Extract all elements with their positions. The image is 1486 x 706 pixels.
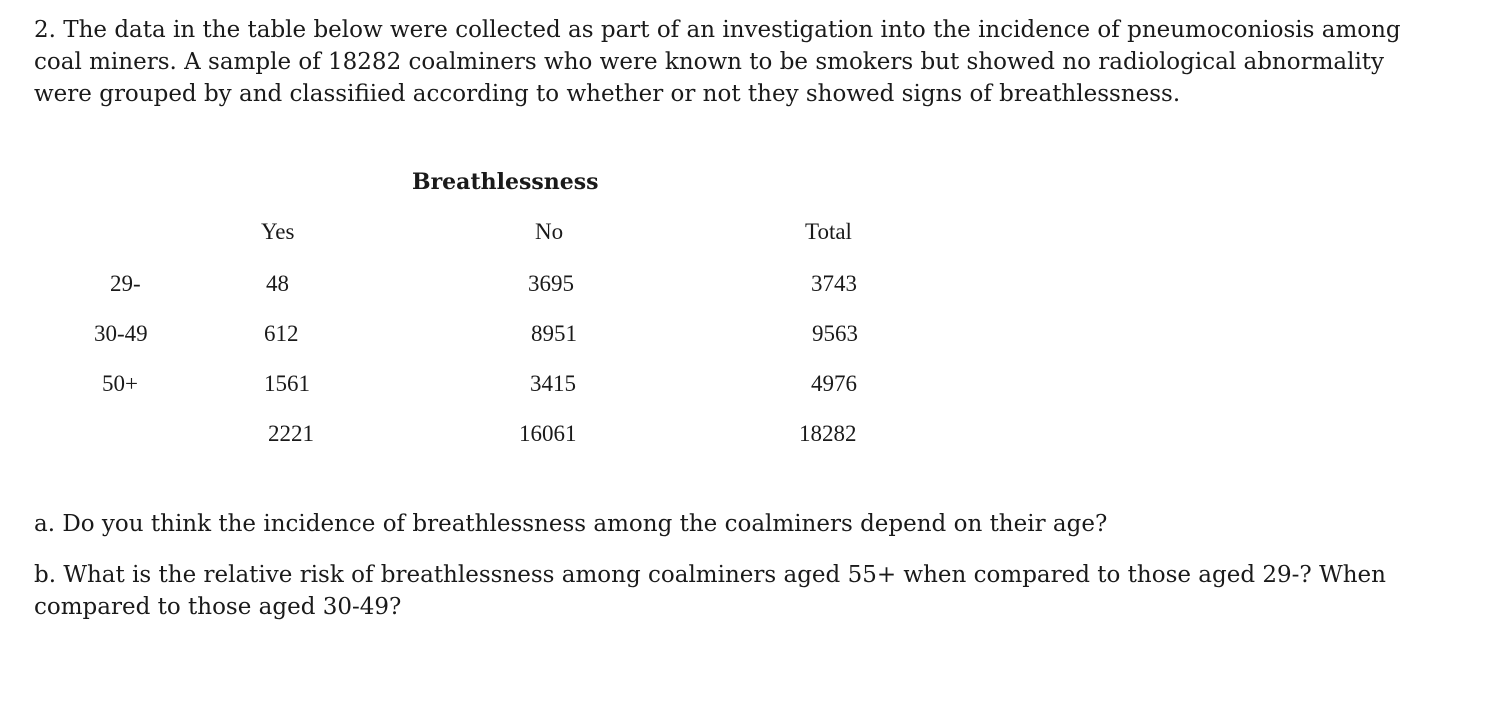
header-yes: Yes <box>261 219 295 244</box>
cell-yes: 2221 <box>268 421 314 446</box>
cell-no: 3415 <box>530 371 576 396</box>
cell-yes: 48 <box>266 271 289 296</box>
cell-total: 3743 <box>811 271 857 296</box>
cell-total: 18282 <box>799 421 857 446</box>
cell-yes: 1561 <box>264 371 310 396</box>
cell-total: 9563 <box>812 321 858 346</box>
row-label: 50+ <box>102 371 138 396</box>
row-label: 29- <box>110 271 141 296</box>
header-no: No <box>535 219 564 244</box>
cell-no: 8951 <box>531 321 577 346</box>
table-title: Breathlessness <box>412 169 599 195</box>
question-a: a. Do you think the incidence of breathlessness among the coalminers depend on their age? <box>34 511 1108 537</box>
row-label: 30-49 <box>94 321 148 346</box>
cell-no: 3695 <box>528 271 574 296</box>
cell-yes: 612 <box>264 321 299 346</box>
cell-total: 4976 <box>811 371 857 396</box>
cell-no: 16061 <box>519 421 577 446</box>
header-total: Total <box>805 219 852 244</box>
question-b: b. What is the relative risk of breathlessness among coalminers aged 55+ when compared to those aged 29-? When compared to those aged 30-49? <box>34 562 1386 620</box>
question-intro: 2. The data in the table below were collected as part of an investigation into the incidence of pneumoconiosis among coal miners. A sample of 18282 coalminers who were known to be smokers but showed no radiological abnormality were grouped by and classifiied according to whether or not they showed signs of breathlessness. <box>34 17 1401 107</box>
